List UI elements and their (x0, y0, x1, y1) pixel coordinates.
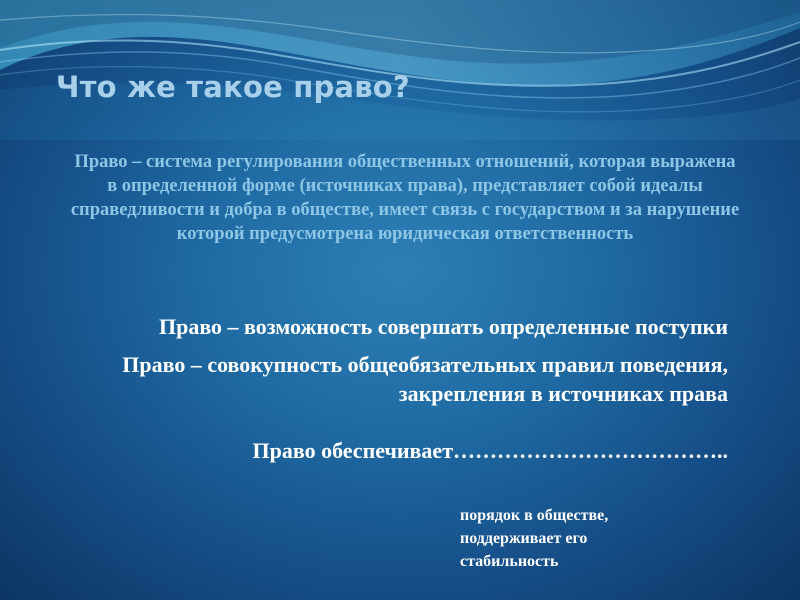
definition-paragraph (70, 150, 740, 246)
points-list (100, 312, 728, 474)
point-item: Право обеспечивает……………………………….. (252, 438, 728, 463)
slide-title: Что же такое право? (56, 70, 410, 104)
point-item: Право – возможность совершать определенные поступки (158, 314, 728, 339)
definition-text: – система регулирования общественных отношений, которая выражена в определенной форме (источниках права), представляет собой идеалы справедливости и добра в обществе, имеет связь с государством и за нарушение которой предусмотрена юридическая ответственность (70, 152, 740, 244)
definition-term: Право (74, 152, 128, 172)
sub-note: порядок в обществе, поддерживает его стабильность (460, 507, 609, 570)
point-item: Право – совокупность общеобязательных правил поведения, закрепления в источниках права (122, 352, 728, 406)
